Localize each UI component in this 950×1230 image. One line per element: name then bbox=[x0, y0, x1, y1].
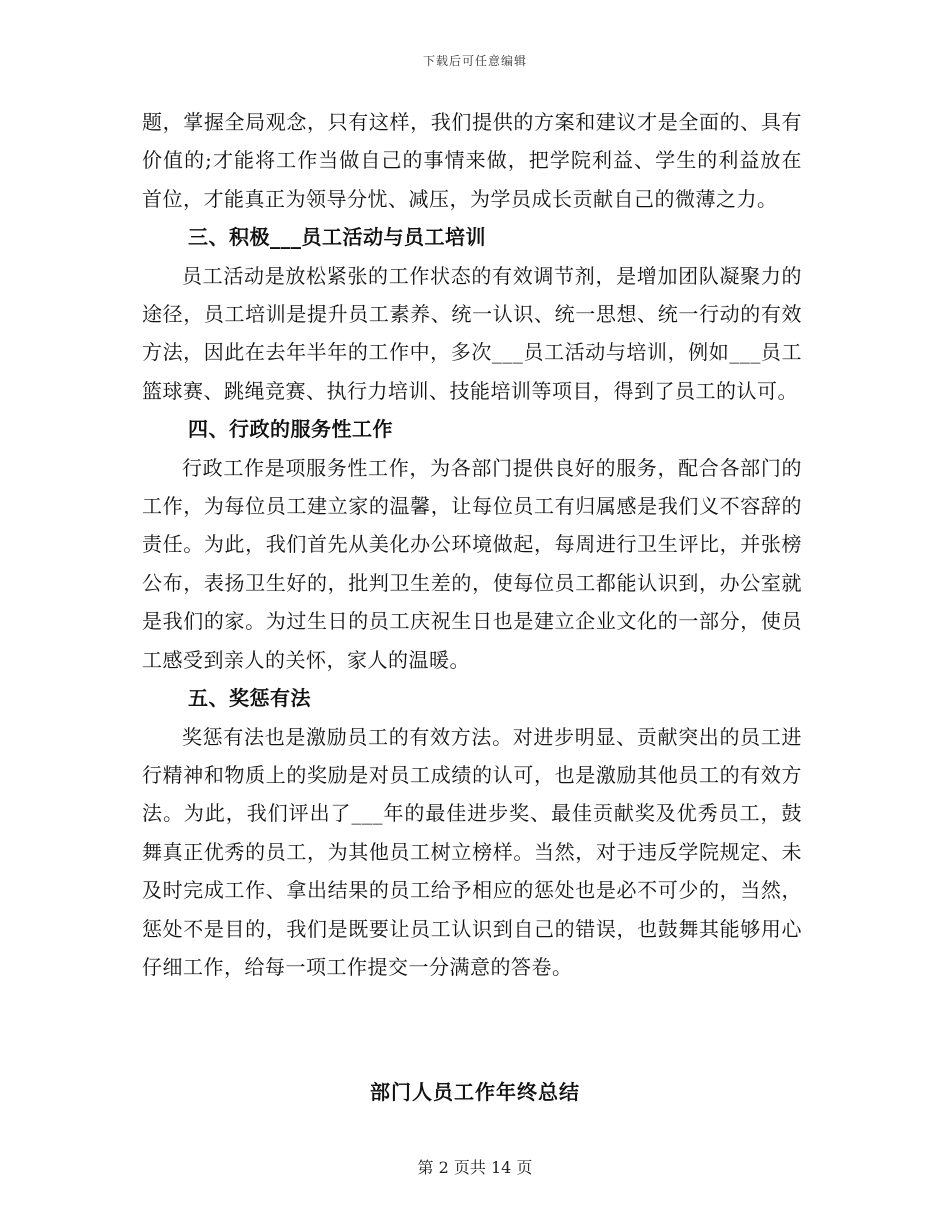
page-header-note: 下载后可任意编辑 bbox=[422, 54, 527, 68]
paragraph-section-5: 奖惩有法也是激励员工的有效方法。对进步明显、贡献突出的员工进行精神和物质上的奖励是对员工成绩的认可，也是激励其他员工的有效方法。为此，我们评出了___年的最佳进步奖、最佳贡献奖及优秀员工，鼓舞真正优秀的员工，为其他员工树立榜样。当然，对于违反学院规定、未及时完成工作、拿出结果的员工给予相应的惩处也是必不可少的，当然，惩处不是目的，我们是既要让员工认识到自己的错误，也鼓舞其能够用心仔细工作，给每一项工作提交一分满意的答卷。 bbox=[142, 724, 802, 979]
section-heading-3: 三、积极___员工活动与员工培训 bbox=[188, 225, 486, 250]
paragraph-section-3: 员工活动是放松紧张的工作状态的有效调节剂，是增加团队凝聚力的途径，员工培训是提升员工素养、统一认识、统一思想、统一行动的有效方法，因此在去年半年的工作中，多次___员工活动与培训，例如___员工篮球赛、跳绳竞赛、执行力培训、技能培训等项目，得到了员工的认可。 bbox=[142, 263, 802, 403]
document-body bbox=[142, 103, 802, 986]
paragraph-section-4: 行政工作是项服务性工作，为各部门提供良好的服务，配合各部门的工作，为每位员工建立家的温馨，让每位员工有归属感是我们义不容辞的责任。为此，我们首先从美化办公环境做起，每周进行卫生评比，并张榜公布，表扬卫生好的，批判卫生差的，使每位员工都能认识到，办公室就是我们的家。为过生日的员工庆祝生日也是建立企业文化的一部分，使员工感受到亲人的关怀，家人的温暖。 bbox=[142, 455, 802, 672]
page-number-footer: 第 2 页共 14 页 bbox=[417, 1158, 533, 1177]
paragraph-continuation: 题，掌握全局观念，只有这样，我们提供的方案和建议才是全面的、具有价值的;才能将工作当做自己的事情来做，把学院利益、学生的利益放在首位，才能真正为领导分忧、减压，为学员成长贡献自己的微薄之力。 bbox=[142, 110, 802, 211]
document-title: 部门人员工作年终总结 bbox=[370, 1080, 580, 1104]
section-heading-5: 五、奖惩有法 bbox=[188, 686, 311, 711]
section-heading-4: 四、行政的服务性工作 bbox=[188, 417, 393, 442]
